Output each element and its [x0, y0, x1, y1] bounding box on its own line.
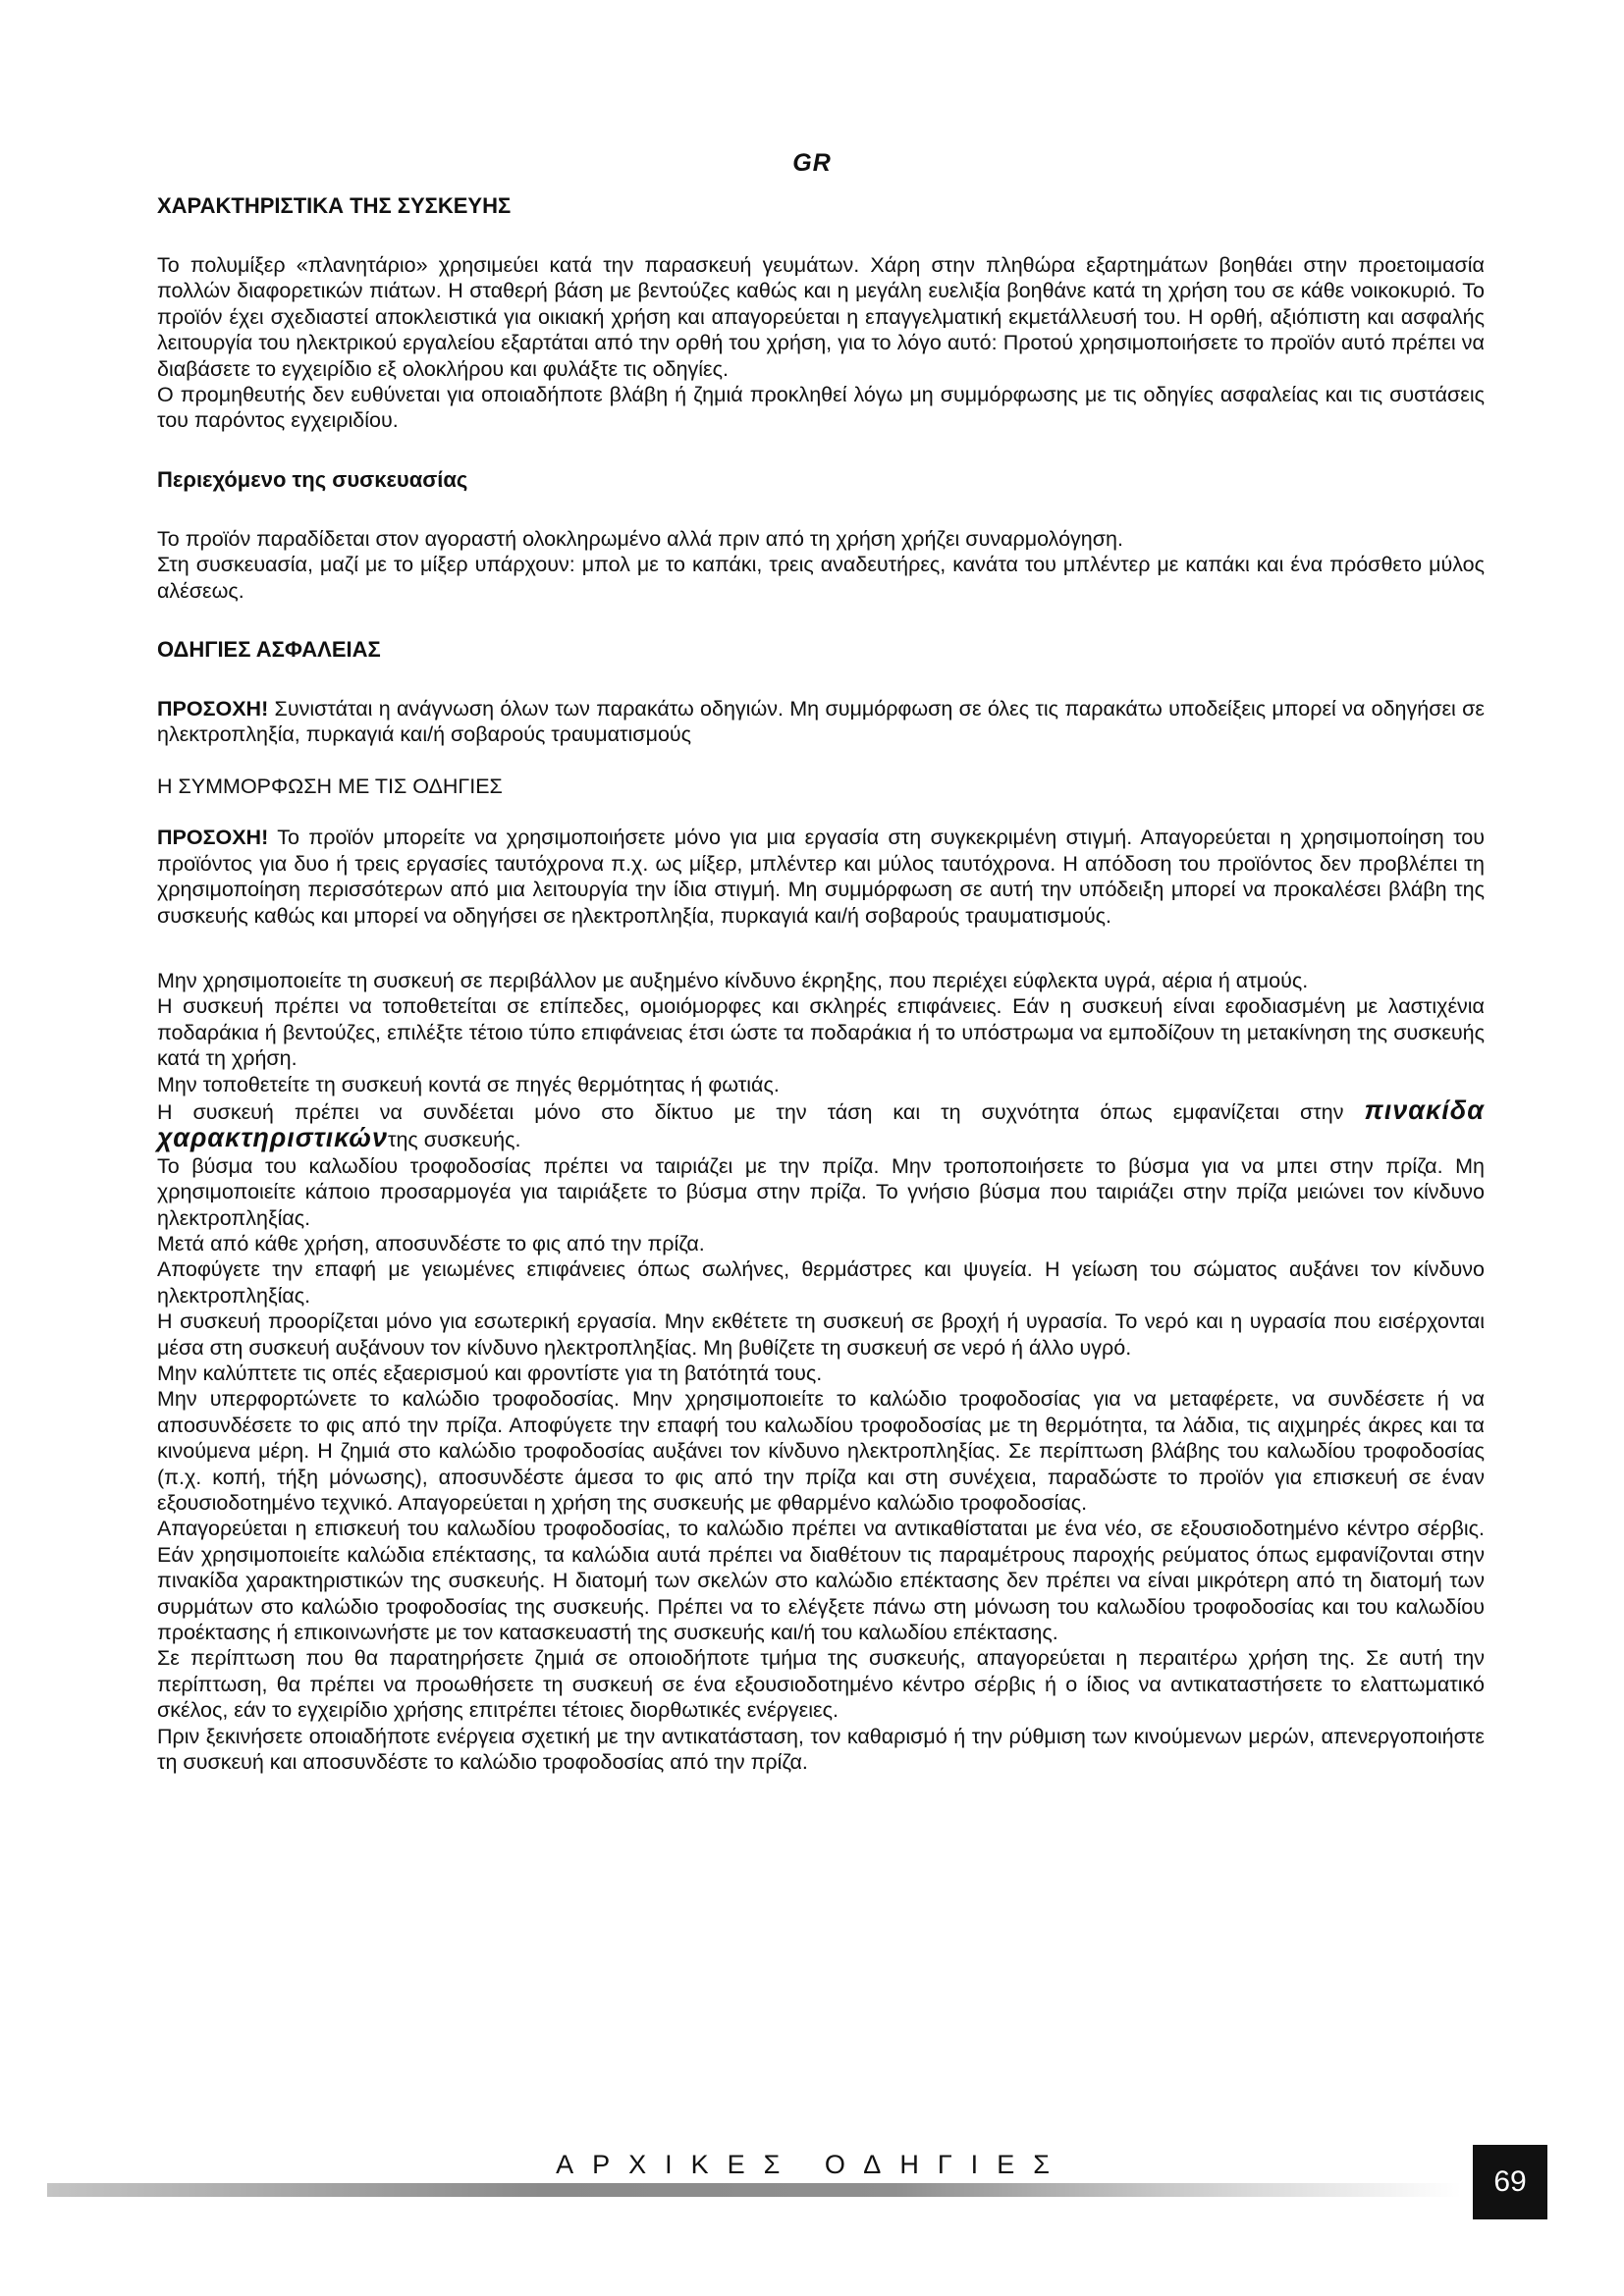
footer-title-text: ΑΡΧΙΚΕΣ ΟΔΗΓΙΕΣ: [546, 2150, 1078, 2179]
safety-rule-12: Σε περίπτωση που θα παρατηρήσετε ζημιά σε οποιοδήποτε τμήμα της συσκευής, απαγορεύεται η περαιτέρω χρήση της. Σε αυτή την περίπτωση, θα πρέπει να προωθήσετε τη συσκευή σε ένα εξουσιοδοτημένο κέντρο σέρβις ή ο ίδιος να αντικαταστήσετε το ελαττωματικό σκέλος, εάν το εγχειρίδιο χρήσης επιτρέπει τέτοιες διορθωτικές ενέργειες.: [157, 1646, 1485, 1723]
features-heading: ΧΑΡΑΚΤΗΡΙΣΤΙΚΑ ΤΗΣ ΣΥΣΚΕΥΗΣ: [157, 193, 512, 218]
safety-heading: ΟΔΗΓΙΕΣ ΑΣΦΑΛΕΙΑΣ: [157, 637, 381, 663]
rule-text: της συσκευής.: [387, 1128, 521, 1152]
safety-rule-6: Μετά από κάθε χρήση, αποσυνδέστε το φις από την πρίζα.: [157, 1231, 705, 1255]
safety-rule-2: Η συσκευή πρέπει να τοποθετείται σε επίπεδες, ομοιόμορφες και σκληρές επιφάνειες. Εάν η συσκευή είναι εφοδιασμένη με λαστιχένια ποδαράκια ή βεντούζες, επιλέξτε τέτοιο τύπο επιφάνειας έτσι ώστε τα ποδαράκια ή το υπόστρωμα να εμποδίζουν τη μετακίνηση της συσκευής κατά τη χρήση.: [157, 994, 1485, 1071]
safety-rule-9: Μην καλύπτετε τις οπές εξαερισμού και φροντίστε για τη βατότητά τους.: [157, 1362, 823, 1385]
rating-plate-emphasis: πινακίδα χαρακτηριστικών: [157, 1095, 1485, 1153]
features-paragraph-1: Το πολυμίξερ «πλανητάριο» χρησιμεύει κατά την παρασκευή γευμάτων. Χάρη στην πληθώρα εξαρτημάτων βοηθάει στην προετοιμασία πολλών διαφορετικών πιάτων. Η σταθερή βάση με βεντούζες καθώς και η μεγάλη ευελιξία βοηθάνε κατά τη χρήση του σε κάθε νοικοκυριό. Το προϊόν έχει σχεδιαστεί αποκλειστικά για οικιακή χρήση και απαγορεύεται η επαγγελματική εκμετάλλευσή του. Η ορθή, αξιόπιστη και ασφαλής λειτουργία του ηλεκτρικού εργαλείου εξαρτάται από την ορθή του χρήση, για το λόγο αυτό: Προτού χρησιμοποιήσετε το προϊόν αυτό πρέπει να διαβάσετε το εγχειρίδιο εξ ολοκλήρου και φυλάξτε τις οδηγίες.: [157, 253, 1485, 381]
safety-warning-1: [157, 696, 1485, 748]
language-code: GR: [792, 149, 832, 177]
safety-rule-10: Μην υπερφορτώνετε το καλώδιο τροφοδοσίας. Μην χρησιμοποιείτε το καλώδιο τροφοδοσίας για να μεταφέρετε, να συνδέσετε ή να αποσυνδέσετε το φις από την πρίζα. Αποφύγετε την επαφή του καλωδίου τροφοδοσίας με τη θερμότητα, τα λάδια, τις αιχμηρές άκρες και τα κινούμενα μέρη. Η ζημιά στο καλώδιο τροφοδοσίας αυξάνει τον κίνδυνο ηλεκτροπληξίας. Σε περίπτωση βλάβης του καλωδίου τροφοδοσίας (π.χ. κοπή, τήξη μόνωσης), αποσυνδέστε άμεσα το φις από την πρίζα και στη συνέχεια, παραδώστε το προϊόν για επισκευή σε έναν εξουσιοδοτημένο τεχνικό. Απαγορεύεται η χρήση της συσκευής με φθαρμένο καλώδιο τροφοδοσίας.: [157, 1387, 1485, 1516]
warning-label: ΠΡΟΣΟΧΗ!: [157, 826, 269, 850]
page-number-badge: 69: [1473, 2145, 1547, 2219]
warning-label: ΠΡΟΣΟΧΗ!: [157, 697, 269, 721]
safety-rule-8: Η συσκευή προορίζεται μόνο για εσωτερική εργασία. Μην εκθέτετε τη συσκευή σε βροχή ή υγρασία. Το νερό και η υγρασία που εισέρχονται μέσα στη συσκευή αυξάνουν τον κίνδυνο ηλεκτροπληξίας. Μη βυθίζετε τη συσκευή σε νερό ή άλλο υγρό.: [157, 1309, 1485, 1360]
warning-text: Το προϊόν μπορείτε να χρησιμοποιήσετε μόνο για μια εργασία στη συγκεκριμένη στιγμή. Απαγορεύεται η χρησιμοποίηση του προϊόντος για δυο ή τρεις εργασίες ταυτόχρονα π.χ. ως μίξερ, μπλέντερ και μύλος ταυτόχρονα. Η απόδοση του προϊόντος δεν προβλέπει τη χρησιμοποίηση περισσότερων από μια λειτουργία την ίδια στιγμή. Μη συμμόρφωση σε αυτή την υπόδειξη μπορεί να προκαλέσει βλάβη της συσκευής καθώς και μπορεί να οδηγήσει σε ηλεκτροπληξία, πυρκαγιά και/ή σοβαρούς τραυματισμούς.: [157, 826, 1485, 928]
features-paragraph-2: Ο προμηθευτής δεν ευθύνεται για οποιαδήποτε βλάβη ή ζημιά προκληθεί λόγω μη συμμόρφωσης με τις οδηγίες ασφαλείας και τις συστάσεις του παρόντος εγχειριδίου.: [157, 383, 1485, 433]
footer-section-title: [0, 2150, 1624, 2180]
compliance-heading: Η ΣΥΜΜΟΡΦΩΣΗ ΜΕ ΤΙΣ ΟΔΗΓΙΕΣ: [157, 774, 503, 798]
package-paragraph-1: Το προϊόν παραδίδεται στον αγοραστή ολοκληρωμένο αλλά πριν από τη χρήση χρήζει συναρμολόγηση.: [157, 526, 1123, 551]
footer-gradient-bar: [47, 2183, 1461, 2197]
package-heading: Περιεχόμενο της συσκευασίας: [157, 466, 468, 492]
rule-text: Η συσκευή πρέπει να συνδέεται μόνο στο δίκτυο με την τάση και τη συχνότητα όπως εμφανίζεται στην: [157, 1099, 1365, 1124]
safety-rule-5: Το βύσμα του καλωδίου τροφοδοσίας πρέπει να ταιριάζει με την πρίζα. Μην τροποποιήσετε το βύσμα για να μπει στην πρίζα. Μη χρησιμοποιείτε κάποιο προσαρμογέα για ταιριάξετε το βύσμα στην πρίζα. Το γνήσιο βύσμα που ταιριάζει στην πρίζα μειώνει τον κίνδυνο ηλεκτροπληξίας.: [157, 1153, 1485, 1230]
safety-rule-3: Μην τοποθετείτε τη συσκευή κοντά σε πηγές θερμότητας ή φωτιάς.: [157, 1072, 780, 1096]
safety-rule-11: Απαγορεύεται η επισκευή του καλωδίου τροφοδοσίας, το καλώδιο πρέπει να αντικαθίσταται με ένα νέο, σε εξουσιοδοτημένο κέντρο σέρβις. Εάν χρησιμοποιείτε καλώδια επέκτασης, τα καλώδια αυτά πρέπει να διαθέτουν τις παραμέτρους παροχής ρεύματος όπως εμφανίζονται στην πινακίδα χαρακτηριστικών της συσκευής. Η διατομή των σκελών στο καλώδιο επέκτασης δεν πρέπει να είναι μικρότερη από τη διατομή των συρμάτων στο καλώδιο τροφοδοσίας της συσκευής. Πρέπει να το ελέγξετε πάνω στη μόνωση του καλωδίου τροφοδοσίας και του καλωδίου προέκτασης ή επικοινωνήστε με τον κατασκευαστή της συσκευής και/ή του καλωδίου επέκτασης.: [157, 1517, 1485, 1645]
safety-warning-2: [157, 825, 1485, 929]
package-paragraph-2: Στη συσκευασία, μαζί με το μίξερ υπάρχουν: μπολ με το καπάκι, τρεις αναδευτήρες, κανάτα του μπλέντερ με καπάκι και ένα πρόσθετο μύλος αλέσεως.: [157, 553, 1485, 603]
safety-rule-4: [157, 1097, 1485, 1153]
safety-rule-13: Πριν ξεκινήσετε οποιαδήποτε ενέργεια σχετική με την αντικατάσταση, τον καθαρισμό ή την ρύθμιση των κινούμενων μερών, απενεργοποιήστε τη συσκευή και αποσυνδέστε το καλώδιο τροφοδοσίας από την πρίζα.: [157, 1724, 1485, 1775]
safety-rule-7: Αποφύγετε την επαφή με γειωμένες επιφάνειες όπως σωλήνες, θερμάστρες και ψυγεία. Η γείωση του σώματος αυξάνει τον κίνδυνο ηλεκτροπληξίας.: [157, 1257, 1485, 1308]
warning-text: Συνιστάται η ανάγνωση όλων των παρακάτω οδηγιών. Μη συμμόρφωση σε όλες τις παρακάτω υποδείξεις μπορεί να οδηγήσει σε ηλεκτροπληξία, πυρκαγιά και/ή σοβαρούς τραυματισμούς: [157, 697, 1485, 747]
safety-rule-1: Μην χρησιμοποιείτε τη συσκευή σε περιβάλλον με αυξημένο κίνδυνο έκρηξης, που περιέχει εύφλεκτα υγρά, αέρια ή ατμούς.: [157, 968, 1309, 992]
page-content: [157, 192, 1485, 1776]
